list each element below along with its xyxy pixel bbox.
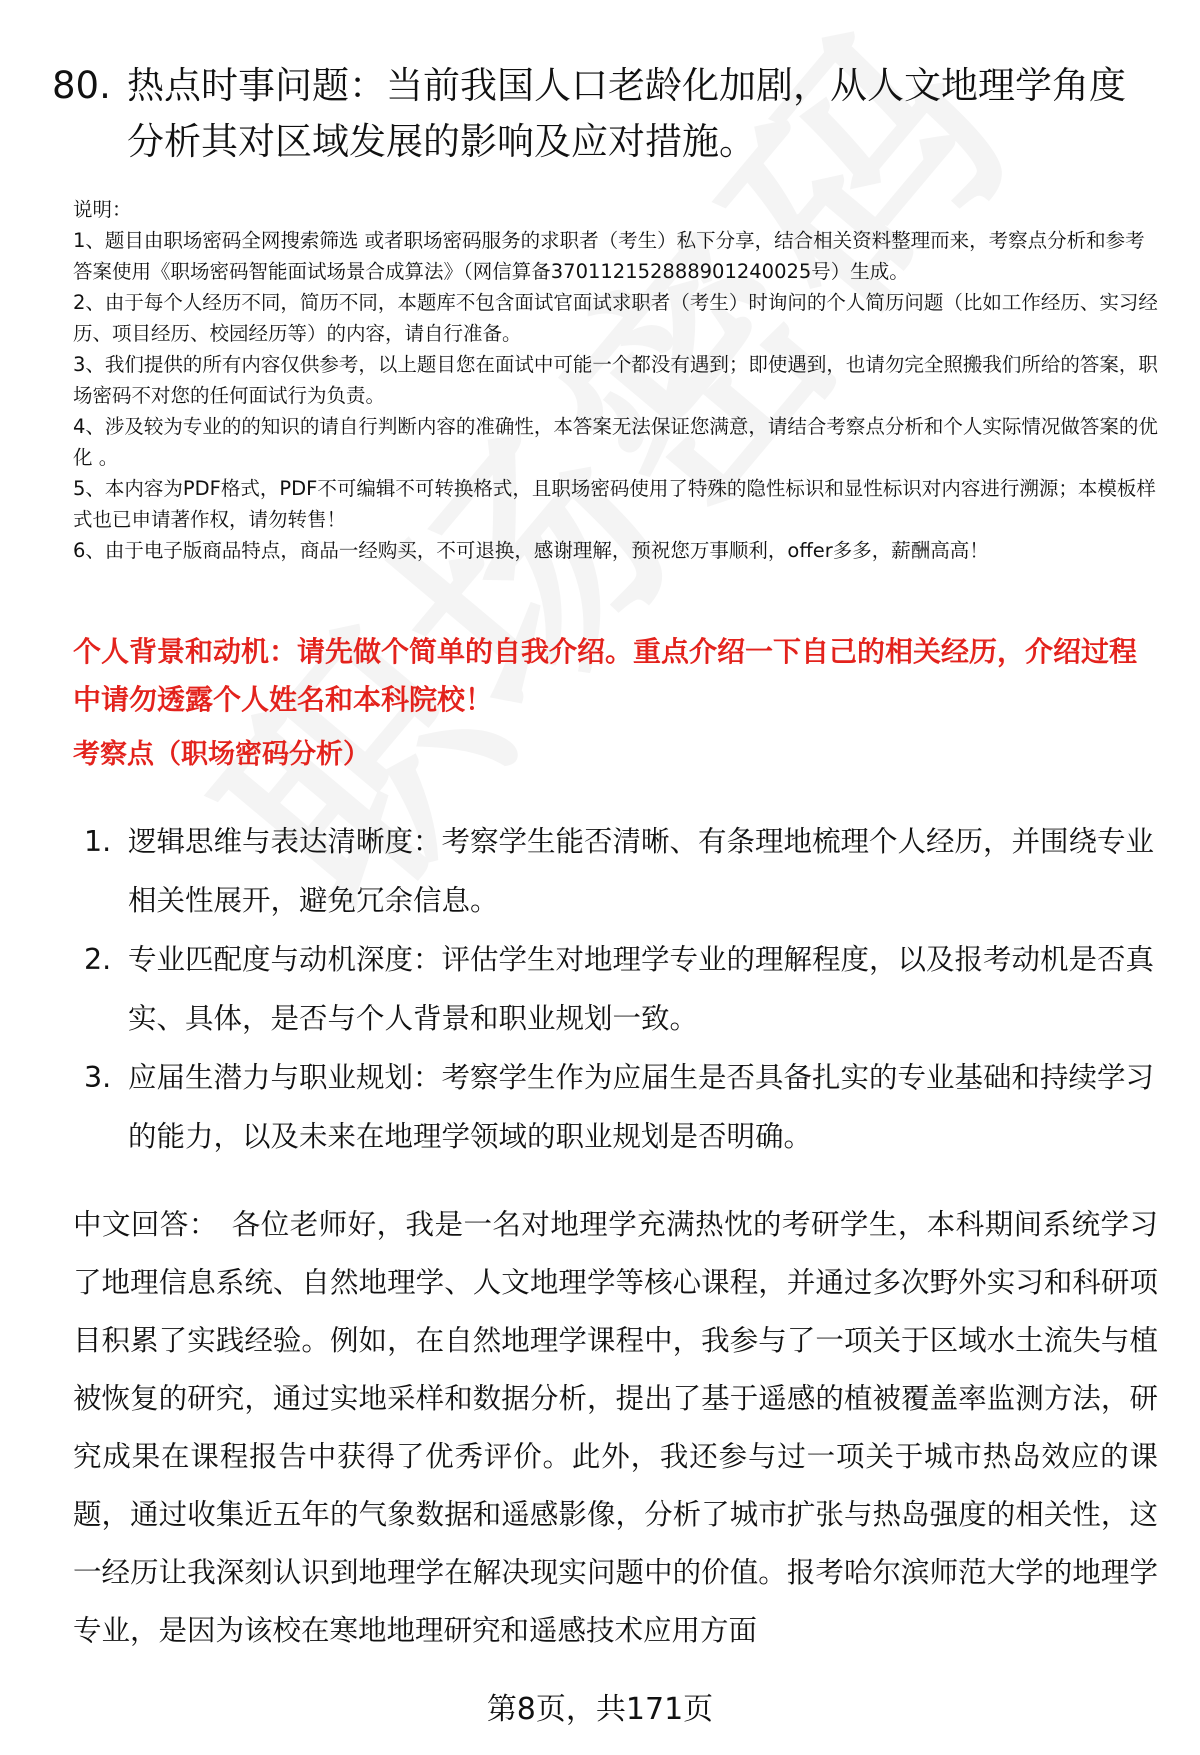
- notes-block: [73, 194, 1163, 566]
- list-item: [84, 1048, 1164, 1166]
- notes-title: 说明：: [73, 198, 132, 221]
- note-item: 6、由于电子版商品特点，商品一经购买，不可退换，感谢理解，预祝您万事顺利，offer多多，薪酬高高！: [73, 539, 989, 562]
- note-item: 2、由于每个人经历不同，简历不同，本题库不包含面试官面试求职者（考生）时询问的个人简历问题（比如工作经历、实习经历、项目经历、校园经历等）的内容，请自行准备。: [73, 291, 1158, 345]
- list-item-text: 应届生潜力与职业规划：考察学生作为应届生是否具备扎实的专业基础和持续学习的能力，以及未来在地理学领域的职业规划是否明确。: [128, 1061, 1155, 1153]
- page-footer: 第8页，共171页: [486, 1692, 714, 1727]
- note-item: 3、我们提供的所有内容仅供参考，以上题目您在面试中可能一个都没有遇到；即使遇到，也请勿完全照搬我们所给的答案，职场密码不对您的任何面试行为负责。: [73, 353, 1158, 407]
- note-item: 5、本内容为PDF格式，PDF不可编辑不可转换格式，且职场密码使用了特殊的隐性标识和显性标识对内容进行溯源；本模板样式也已申请著作权，请勿转售！: [73, 477, 1156, 531]
- answer-text: 各位老师好，我是一名对地理学充满热忱的考研学生，本科期间系统学习了地理信息系统、自然地理学、人文地理学等核心课程，并通过多次野外实习和科研项目积累了实践经验。例如，在自然地理学课程中，我参与了一项关于区域水土流失与植被恢复的研究，通过实地采样和数据分析，提出了基于遥感的植被覆盖率监测方法，研究成果在课程报告中获得了优秀评价。此外，我还参与过一项关于城市热岛效应的课题，通过收集近五年的气象数据和遥感影像，分析了城市扩张与热岛强度的相关性，这一经历让我深刻认识到地理学在解决现实问题中的价值。报考哈尔滨师范大学的地理学专业，是因为该校在寒地地理研究和遥感技术应用方面: [73, 1208, 1158, 1647]
- list-item-number: 2.: [84, 943, 112, 976]
- list-item-text: 专业匹配度与动机深度：评估学生对地理学专业的理解程度，以及报考动机是否真实、具体，是否与个人背景和职业规划一致。: [128, 943, 1155, 1035]
- question-text: 热点时事问题：当前我国人口老龄化加剧，从人文地理学角度分析其对区域发展的影响及应对措施。: [127, 64, 1126, 163]
- answer-label: 中文回答：: [73, 1208, 218, 1241]
- analysis-points-list: [84, 812, 1164, 1166]
- analysis-heading: 考察点（职场密码分析）: [73, 739, 370, 770]
- question-title: [52, 58, 1152, 170]
- question-number: 80.: [52, 64, 111, 107]
- list-item-number: 1.: [84, 825, 112, 858]
- list-item-number: 3.: [84, 1061, 112, 1094]
- answer-paragraph: [73, 1196, 1158, 1660]
- list-item: [84, 812, 1164, 930]
- note-item: 4、涉及较为专业的的知识的请自行判断内容的准确性，本答案无法保证您满意，请结合考察点分析和个人实际情况做答案的优化 。: [73, 415, 1158, 469]
- section-heading: 个人背景和动机：请先做个简单的自我介绍。重点介绍一下自己的相关经历，介绍过程中请勿透露个人姓名和本科院校！: [73, 635, 1138, 716]
- list-item: [84, 930, 1164, 1048]
- note-item: 1、题目由职场密码全网搜索筛选 或者职场密码服务的求职者（考生）私下分享，结合相关资料整理而来，考察点分析和参考答案使用《职场密码智能面试场景合成算法》（网信算备370112152888901240025号）生成。: [73, 229, 1145, 283]
- list-item-text: 逻辑思维与表达清晰度：考察学生能否清晰、有条理地梳理个人经历，并围绕专业相关性展开，避免冗余信息。: [128, 825, 1155, 917]
